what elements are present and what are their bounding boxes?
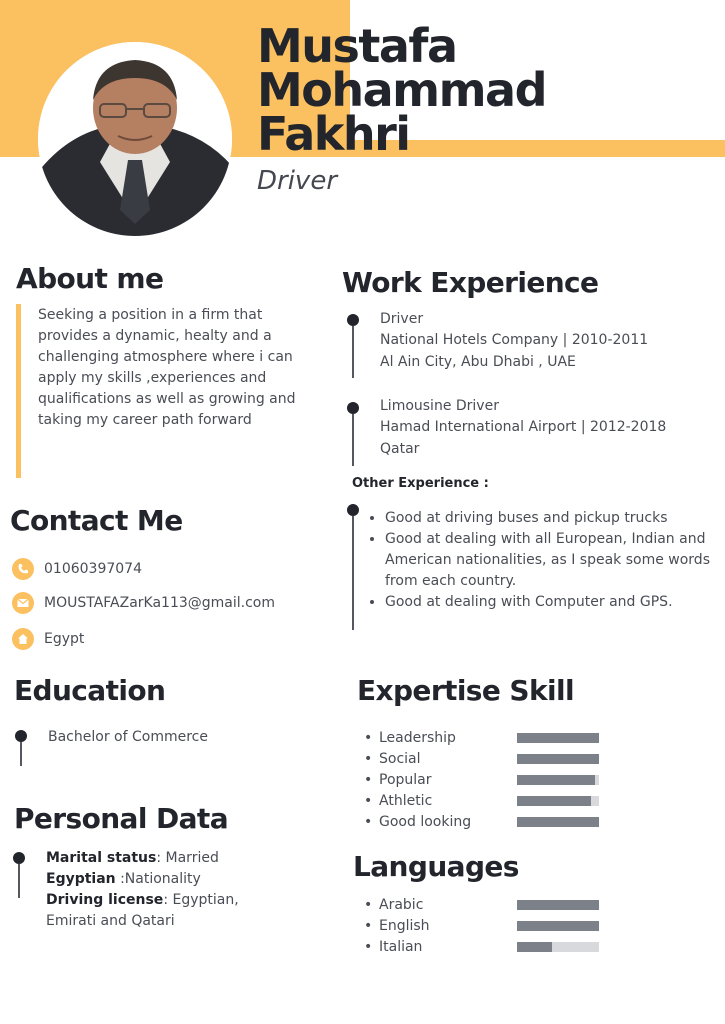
languages-heading: Languages <box>353 850 519 883</box>
nationality: Egyptian :Nationality <box>46 871 201 887</box>
timeline-dot <box>347 314 359 326</box>
job-title: Driver <box>257 166 338 196</box>
skill-row <box>360 811 599 832</box>
contact-location <box>12 628 275 650</box>
phone-icon <box>12 558 34 580</box>
skill-label: • Leadership <box>360 730 517 746</box>
location-text: Egypt <box>44 630 85 647</box>
skill-row <box>360 748 599 769</box>
skills-heading: Expertise Skill <box>357 674 574 707</box>
language-row <box>360 915 599 936</box>
timeline-dot <box>13 852 25 864</box>
skill-bar <box>517 775 599 785</box>
contact-heading: Contact Me <box>10 504 183 537</box>
skill-bar-fill <box>517 817 599 827</box>
timeline-dot <box>347 504 359 516</box>
name-line: Mohammad <box>257 63 546 117</box>
skill-bar <box>517 796 599 806</box>
skill-bar-fill <box>517 796 591 806</box>
profile-photo <box>38 42 232 236</box>
language-bar-fill <box>517 942 552 952</box>
timeline-dot <box>15 730 27 742</box>
language-bar-fill <box>517 900 599 910</box>
job-location: Al Ain City, Abu Dhabi , UAE <box>380 354 576 370</box>
job-company: National Hotels Company | 2010-2011 <box>380 332 649 348</box>
personal-details <box>46 848 286 932</box>
location-icon <box>12 628 34 650</box>
language-row <box>360 894 599 915</box>
email-address[interactable]: MOUSTAFAZarKa113@gmail.com <box>44 594 276 611</box>
timeline-line <box>352 414 354 466</box>
about-heading: About me <box>16 262 164 295</box>
marital-status: Marital status: Married <box>46 850 219 866</box>
about-accent-bar <box>16 304 21 478</box>
education-degree: Bachelor of Commerce <box>48 729 208 745</box>
skill-row <box>360 790 599 811</box>
skill-bar <box>517 817 599 827</box>
timeline-dot <box>347 402 359 414</box>
language-bar-fill <box>517 921 599 931</box>
timeline-line <box>18 864 20 898</box>
list-item: • Good at driving buses and pickup trucks <box>385 508 720 529</box>
personal-heading: Personal Data <box>14 802 229 835</box>
skill-bar <box>517 733 599 743</box>
skill-label: • Good looking <box>360 814 517 830</box>
language-row <box>360 936 599 957</box>
job-position: Limousine Driver <box>380 398 499 414</box>
timeline-line <box>352 516 354 630</box>
skills-list <box>360 727 599 832</box>
job-position: Driver <box>380 311 424 327</box>
job-company: Hamad International Airport | 2012-2018 <box>380 419 667 435</box>
language-label: • Italian <box>360 939 517 955</box>
job-entry <box>380 396 710 460</box>
skill-row <box>360 727 599 748</box>
skill-bar-fill <box>517 733 599 743</box>
language-bar <box>517 921 599 931</box>
contact-list <box>12 558 275 650</box>
phone-number[interactable]: 01060397074 <box>44 560 142 577</box>
skill-label: • Athletic <box>360 793 517 809</box>
list-item: • Good at dealing with all European, Indian and American nationalities, as I speak some words from each country. <box>385 529 720 592</box>
job-location: Qatar <box>380 441 420 457</box>
contact-phone <box>12 558 275 580</box>
candidate-name <box>257 19 717 161</box>
skill-row <box>360 769 599 790</box>
work-heading: Work Experience <box>342 266 599 299</box>
name-line: Mustafa <box>257 19 457 73</box>
skill-bar-fill <box>517 754 599 764</box>
email-icon <box>12 592 34 614</box>
language-label: • English <box>360 918 517 934</box>
skill-bar <box>517 754 599 764</box>
about-text: Seeking a position in a firm that provides a dynamic, healty and a challenging atmosphere where i can apply my skills ,experiences and qualifications as well as growing and taking my career path forward <box>38 307 296 428</box>
job-entry <box>380 309 710 373</box>
skill-bar-fill <box>517 775 595 785</box>
language-bar <box>517 942 599 952</box>
list-item: • Good at dealing with Computer and GPS. <box>385 592 720 613</box>
driving-license: Driving license: Egyptian, Emirati and Qatari <box>46 892 239 929</box>
skill-label: • Social <box>360 751 517 767</box>
other-experience-heading: Other Experience : <box>352 476 489 491</box>
languages-list <box>360 894 599 957</box>
contact-email <box>12 592 275 614</box>
skill-label: • Popular <box>360 772 517 788</box>
language-bar <box>517 900 599 910</box>
name-line: Fakhri <box>257 107 410 161</box>
timeline-line <box>20 742 22 766</box>
other-experience-list <box>366 508 720 613</box>
timeline-line <box>352 326 354 378</box>
language-label: • Arabic <box>360 897 517 913</box>
education-heading: Education <box>14 674 166 707</box>
